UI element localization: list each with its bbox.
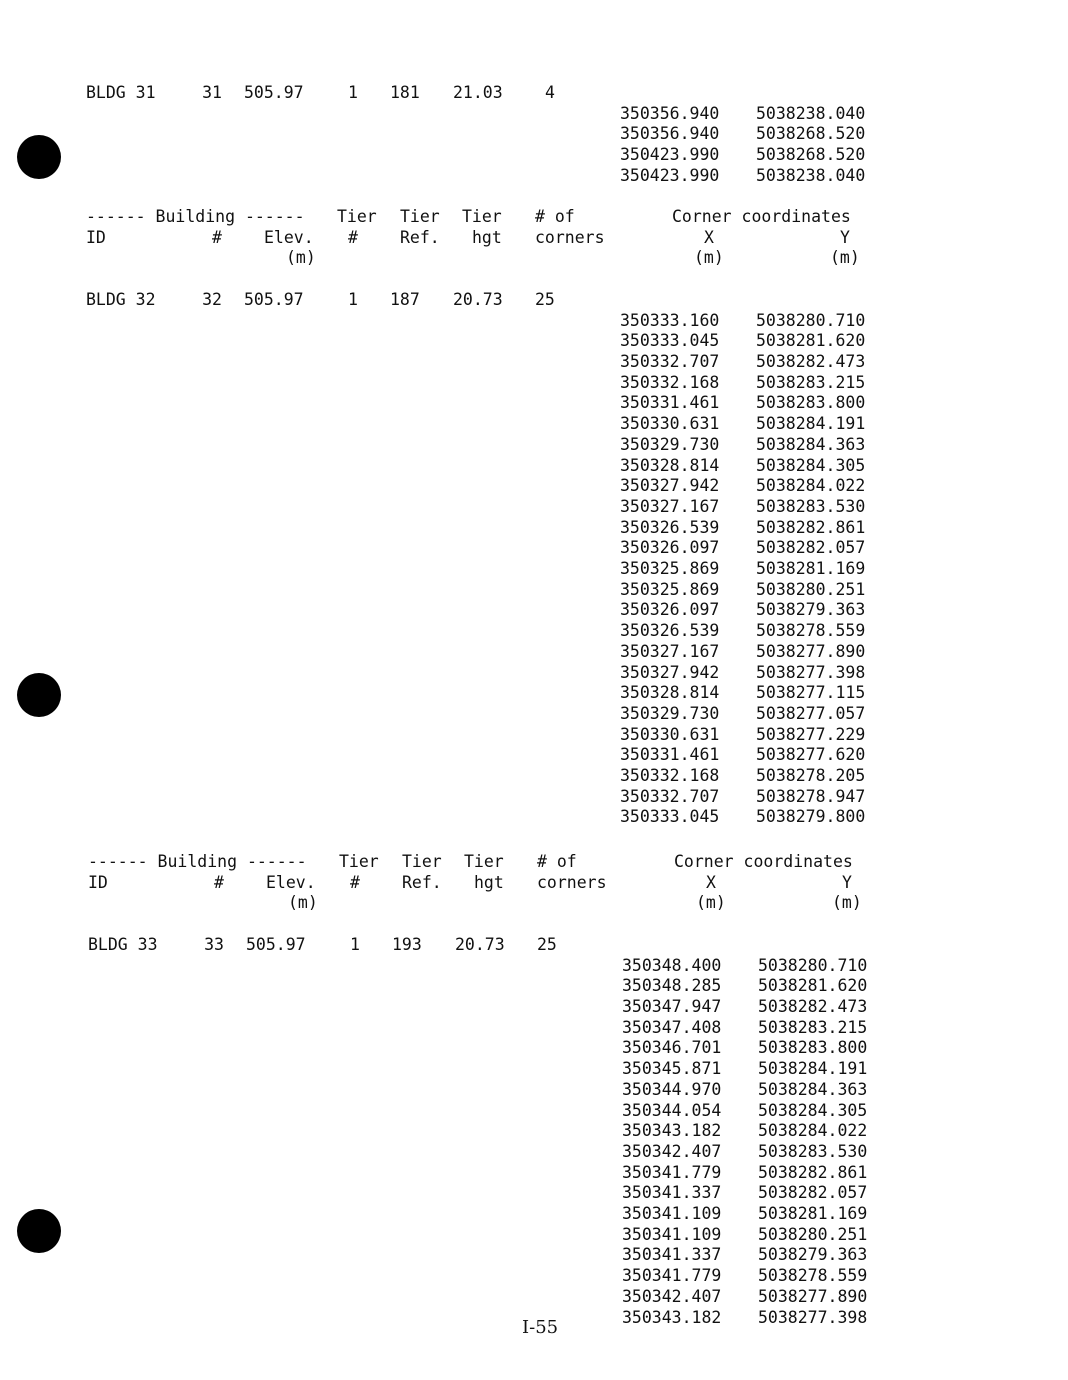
x-coordinate: 350342.407 [622, 1286, 722, 1306]
tier-number-header: # [350, 872, 360, 892]
x-coordinate: 350327.942 [620, 476, 720, 496]
y-coordinate: 5038277.229 [756, 724, 866, 744]
coordinate-row [622, 1266, 882, 1287]
tier-reference: 181 [390, 83, 420, 102]
y-coordinate: 5038278.947 [756, 786, 866, 806]
y-coordinate: 5038284.191 [756, 414, 866, 434]
y-unit: (m) [832, 893, 862, 913]
tier-number: 1 [348, 83, 358, 102]
y-coordinate: 5038277.890 [758, 1286, 868, 1306]
height-header: hgt [474, 872, 504, 892]
tier-header: Tier [464, 852, 504, 871]
x-coordinate: 350347.947 [622, 997, 722, 1017]
x-coordinate: 350332.707 [620, 786, 720, 806]
coordinate-row [622, 1080, 882, 1101]
x-coordinate: 350341.337 [622, 1245, 722, 1265]
tier-number-header: # [348, 227, 358, 247]
corners-header: corners [535, 227, 605, 247]
x-coordinate: 350326.097 [620, 600, 720, 620]
id-header: ID [86, 227, 106, 247]
coordinate-row [622, 1183, 882, 1204]
coordinate-row [620, 704, 880, 725]
elevation-header: Elev. [266, 872, 316, 892]
coordinate-row [620, 642, 880, 663]
corners-header: corners [537, 872, 607, 892]
coordinate-row [622, 956, 882, 977]
y-coordinate: 5038283.215 [758, 1017, 868, 1037]
building-elevation: 505.97 [244, 290, 304, 309]
building-elevation: 505.97 [244, 83, 304, 102]
x-coordinate: 350326.539 [620, 621, 720, 641]
y-coordinate: 5038277.890 [756, 641, 866, 661]
coordinate-row [620, 683, 880, 704]
x-coordinate: 350325.869 [620, 579, 720, 599]
y-coordinate: 5038277.398 [758, 1307, 868, 1327]
coordinate-row [620, 145, 880, 166]
tier-header: Tier [462, 207, 502, 226]
coordinate-row [622, 1308, 882, 1329]
coordinate-row [620, 621, 880, 642]
coordinate-row [620, 559, 880, 580]
coordinate-row [622, 1018, 882, 1039]
coordinate-row [622, 1059, 882, 1080]
y-coordinate: 5038282.057 [756, 538, 866, 558]
coordinate-row [622, 1287, 882, 1308]
coordinate-row [620, 497, 880, 518]
punch-hole [17, 1209, 61, 1253]
building-number: 31 [202, 83, 222, 102]
y-coordinate: 5038277.057 [756, 703, 866, 723]
coordinate-row [620, 393, 880, 414]
y-coordinate: 5038279.800 [756, 807, 866, 827]
y-coordinate: 5038278.559 [758, 1266, 868, 1286]
elevation-unit: (m) [288, 893, 318, 913]
coordinate-row [620, 124, 880, 145]
coordinate-row [620, 414, 880, 435]
y-coordinate: 5038280.251 [756, 579, 866, 599]
y-header: Y [840, 227, 850, 247]
x-coordinate: 350348.400 [622, 955, 722, 975]
x-unit: (m) [696, 893, 726, 913]
y-coordinate: 5038282.473 [758, 997, 868, 1017]
y-coordinate: 5038284.305 [758, 1100, 868, 1120]
coordinate-row [620, 104, 880, 125]
x-coordinate: 350330.631 [620, 724, 720, 744]
x-coordinate: 350341.109 [622, 1224, 722, 1244]
corner-coordinates-header: Corner coordinates [674, 852, 853, 871]
tier-height: 20.73 [455, 935, 505, 954]
x-coordinate: 350341.779 [622, 1162, 722, 1182]
number-header: # [214, 872, 224, 892]
coordinate-row [620, 538, 880, 559]
building-id: BLDG 32 [86, 290, 156, 309]
x-coordinate: 350327.167 [620, 496, 720, 516]
coordinate-row [622, 1038, 882, 1059]
coordinate-row [620, 580, 880, 601]
y-coordinate: 5038284.022 [758, 1121, 868, 1141]
coordinate-row [620, 600, 880, 621]
corners-count-header: # of [537, 852, 577, 871]
y-coordinate: 5038277.398 [756, 662, 866, 682]
x-coordinate: 350346.701 [622, 1038, 722, 1058]
coordinate-row [622, 1163, 882, 1184]
x-coordinate: 350332.168 [620, 372, 720, 392]
y-coordinate: 5038283.530 [758, 1141, 868, 1161]
coordinate-row [620, 166, 880, 187]
y-coordinate: 5038284.363 [756, 434, 866, 454]
x-coordinate: 350344.054 [622, 1100, 722, 1120]
reference-header: Ref. [400, 227, 440, 247]
y-coordinate: 5038284.022 [756, 476, 866, 496]
coordinate-row [620, 456, 880, 477]
tier-height: 20.73 [453, 290, 503, 309]
height-header: hgt [472, 227, 502, 247]
tier-header: Tier [400, 207, 440, 226]
x-coordinate: 350345.871 [622, 1059, 722, 1079]
x-header: X [706, 872, 716, 892]
x-coordinate: 350347.408 [622, 1017, 722, 1037]
building-elevation: 505.97 [246, 935, 306, 954]
x-coordinate: 350348.285 [622, 976, 722, 996]
punch-hole [17, 673, 61, 717]
y-coordinate: 5038278.205 [756, 766, 866, 786]
y-coordinate: 5038283.800 [756, 393, 866, 413]
page-number: I-55 [522, 1317, 559, 1338]
corners-count-header: # of [535, 207, 575, 226]
y-coordinate: 5038283.530 [756, 496, 866, 516]
coordinate-row [620, 331, 880, 352]
coordinate-row [620, 807, 880, 828]
building-number: 32 [202, 290, 222, 309]
x-coordinate: 350326.097 [620, 538, 720, 558]
coordinate-row [620, 787, 880, 808]
x-coordinate: 350356.940 [620, 124, 720, 144]
building-number: 33 [204, 935, 224, 954]
tier-header: Tier [339, 852, 379, 871]
y-coordinate: 5038279.363 [756, 600, 866, 620]
x-coordinate: 350343.182 [622, 1121, 722, 1141]
x-coordinate: 350327.167 [620, 641, 720, 661]
tier-number: 1 [350, 935, 360, 954]
x-coordinate: 350333.160 [620, 310, 720, 330]
y-coordinate: 5038280.251 [758, 1224, 868, 1244]
corner-coordinates-header: Corner coordinates [672, 207, 851, 226]
building-id: BLDG 33 [88, 935, 158, 954]
x-coordinate: 350330.631 [620, 414, 720, 434]
x-coordinate: 350341.109 [622, 1204, 722, 1224]
y-coordinate: 5038279.363 [758, 1245, 868, 1265]
x-coordinate: 350333.045 [620, 807, 720, 827]
y-coordinate: 5038268.520 [756, 124, 866, 144]
y-coordinate: 5038281.169 [758, 1204, 868, 1224]
y-unit: (m) [830, 248, 860, 268]
coordinate-row [620, 311, 880, 332]
coordinate-row [622, 976, 882, 997]
x-coordinate: 350327.942 [620, 662, 720, 682]
coordinate-row [620, 435, 880, 456]
x-coordinate: 350326.539 [620, 517, 720, 537]
y-coordinate: 5038278.559 [756, 621, 866, 641]
x-coordinate: 350333.045 [620, 331, 720, 351]
number-header: # [212, 227, 222, 247]
coordinate-row [620, 373, 880, 394]
tier-reference: 187 [390, 290, 420, 309]
coordinate-row [622, 1204, 882, 1225]
x-coordinate: 350341.779 [622, 1266, 722, 1286]
x-coordinate: 350342.407 [622, 1141, 722, 1161]
y-coordinate: 5038238.040 [756, 165, 866, 185]
y-coordinate: 5038283.215 [756, 372, 866, 392]
tier-number: 1 [348, 290, 358, 309]
coordinate-row [622, 1121, 882, 1142]
x-coordinate: 350331.461 [620, 745, 720, 765]
tier-header: Tier [402, 852, 442, 871]
coordinate-row [622, 1245, 882, 1266]
y-coordinate: 5038284.191 [758, 1059, 868, 1079]
x-coordinate: 350423.990 [620, 145, 720, 165]
coordinate-row [620, 518, 880, 539]
x-header: X [704, 227, 714, 247]
x-coordinate: 350331.461 [620, 393, 720, 413]
coordinate-row [620, 663, 880, 684]
x-coordinate: 350329.730 [620, 434, 720, 454]
x-coordinate: 350332.707 [620, 352, 720, 372]
coordinate-row [620, 766, 880, 787]
coordinate-row [620, 745, 880, 766]
x-coordinate: 350325.869 [620, 559, 720, 579]
y-coordinate: 5038277.620 [756, 745, 866, 765]
coordinate-row [620, 352, 880, 373]
tier-height: 21.03 [453, 83, 503, 102]
y-header: Y [842, 872, 852, 892]
x-coordinate: 350344.970 [622, 1079, 722, 1099]
coordinate-row [622, 997, 882, 1018]
building-group-header: ------ Building ------ [88, 852, 307, 871]
coordinate-row [620, 476, 880, 497]
y-coordinate: 5038283.800 [758, 1038, 868, 1058]
x-coordinate: 350423.990 [620, 165, 720, 185]
y-coordinate: 5038284.305 [756, 455, 866, 475]
building-group-header: ------ Building ------ [86, 207, 305, 226]
x-coordinate: 350332.168 [620, 766, 720, 786]
x-coordinate: 350341.337 [622, 1183, 722, 1203]
y-coordinate: 5038282.861 [758, 1162, 868, 1182]
x-coordinate: 350328.814 [620, 455, 720, 475]
y-coordinate: 5038282.057 [758, 1183, 868, 1203]
corner-count: 25 [535, 290, 555, 309]
tier-reference: 193 [392, 935, 422, 954]
elevation-unit: (m) [286, 248, 316, 268]
tier-header: Tier [337, 207, 377, 226]
reference-header: Ref. [402, 872, 442, 892]
corner-count: 4 [545, 83, 555, 102]
punch-hole [17, 135, 61, 179]
y-coordinate: 5038277.115 [756, 683, 866, 703]
y-coordinate: 5038281.169 [756, 559, 866, 579]
y-coordinate: 5038281.620 [756, 331, 866, 351]
id-header: ID [88, 872, 108, 892]
elevation-header: Elev. [264, 227, 314, 247]
coordinate-row [620, 725, 880, 746]
corner-count: 25 [537, 935, 557, 954]
x-coordinate: 350329.730 [620, 703, 720, 723]
y-coordinate: 5038284.363 [758, 1079, 868, 1099]
x-coordinate: 350356.940 [620, 103, 720, 123]
y-coordinate: 5038238.040 [756, 103, 866, 123]
y-coordinate: 5038280.710 [756, 310, 866, 330]
x-coordinate: 350343.182 [622, 1307, 722, 1327]
building-id: BLDG 31 [86, 83, 156, 102]
y-coordinate: 5038282.473 [756, 352, 866, 372]
y-coordinate: 5038281.620 [758, 976, 868, 996]
y-coordinate: 5038268.520 [756, 145, 866, 165]
y-coordinate: 5038280.710 [758, 955, 868, 975]
x-coordinate: 350328.814 [620, 683, 720, 703]
coordinate-row [622, 1142, 882, 1163]
y-coordinate: 5038282.861 [756, 517, 866, 537]
coordinate-row [622, 1225, 882, 1246]
coordinate-row [622, 1101, 882, 1122]
x-unit: (m) [694, 248, 724, 268]
